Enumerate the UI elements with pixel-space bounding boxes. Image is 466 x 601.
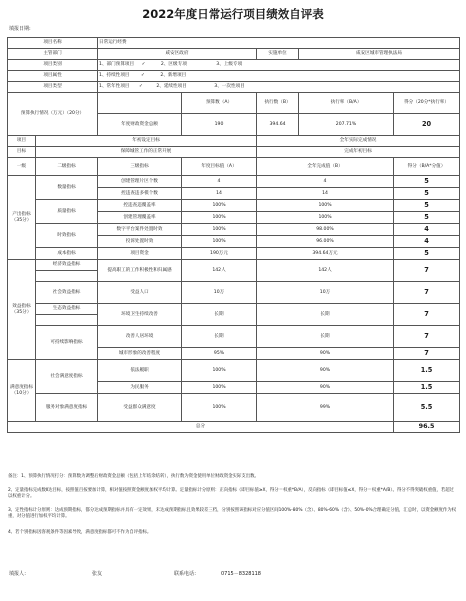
indicator-name: 控违查违覆盖率 [98,200,182,212]
page-title: 2022年度日常运行项目绩效自评表 [142,7,324,21]
indicator-name: 创建管理片区个数 [98,176,182,188]
indicator-actual: 394.64万元 [257,248,394,260]
exec-rate-header: 执行率（B/A） [299,93,394,114]
indicator-name: 创建管理覆盖率 [98,212,182,224]
indicator-target: 长期 [182,326,257,348]
category-option-2: 2、区级专项 [160,62,187,68]
annual-fund-label: 年度财政资金总额 [98,114,182,136]
indicator-name: 数字平台案件处置时效 [98,224,182,236]
indicator-score: 1.5 [394,360,460,382]
timeliness-indicator-label: 时效指标 [36,224,98,248]
indicator-name: 城市形象的改善程度 [98,348,182,360]
sustainability-label: 可持续影响指标 [36,326,98,360]
note-3: 3、定性指标计分原则：达成预期指标，都分达成预期指标并具有一定效果，未达成预期指标且效果较差三档，分别按照该指标对应分值区间100%-80%（含）、80%-60%（含）、50%-0%合理确定分值，汇总时，以资金额度作为权重，对分值进行加权平均计算。 [8,508,457,519]
check-mark-icon: ✓ [140,73,145,79]
project-category-options [98,60,460,71]
check-mark-icon: ✓ [141,62,146,68]
indicator-name: 投诉处置时效 [98,236,182,248]
indicator-score: 5.5 [394,394,460,422]
indicator-name: 为民服务 [98,382,182,394]
indicator-cell-blank [36,271,98,282]
check-mark-icon: ✓ [138,84,143,90]
social-benefit-label: 社会效益指标 [36,282,98,304]
note-4: 4、若个别指标因客观条件等因素导致，满意度指标都可不作为自评指标。 [8,530,152,535]
indicator-actual: 90% [257,382,394,394]
filler-name: 张友 [92,571,103,577]
indicator-score: 7 [394,260,460,282]
indicator-target: 100% [182,360,257,382]
self-evaluation-table [7,37,460,433]
indicator-target: 100% [182,212,257,224]
unit-value: 咸安区城市管理执法局 [299,49,460,60]
indicator-actual: 90% [257,360,394,382]
type-option-1: 1、常年性项目 [99,84,130,90]
note-2: 2、定量指标完成数Ⅱ达目标，按照值百按要加计算，相对值按照资金额度加权平均计算。定量指标计分原则：正向指标（即目标值≥X，得分＝权重*B/A），反向指标（即目标值≤X，得分＝权重*A/B）。得分不得突破权重值，若超过以权重计分。 [8,488,455,499]
indicator-cell-blank [36,315,98,326]
indicator-actual: 长期 [257,304,394,326]
indicator-target: 100% [182,236,257,248]
actual-completion-header: 全年实际完成情况 [257,136,460,147]
indicator-actual: 4 [257,176,394,188]
project-attribute-label: 项目属性 [8,71,98,82]
indicator-actual: 100% [257,212,394,224]
indicator-actual: 100% [257,200,394,212]
quality-indicator-label: 质量指标 [36,200,98,224]
exec-amount-header: 执行数（B） [257,93,299,114]
attribute-option-1: 1、持续性项目 [99,73,130,79]
indicator-name: 项目资金 [98,248,182,260]
indicator-score: 5 [394,248,460,260]
annual-goal-header: 年初设定目标 [36,136,257,147]
actual-completion-text: 完成年初目标 [257,147,460,158]
phone-number: 0715－8328118 [221,571,261,577]
quantity-indicator-label: 数量指标 [36,176,98,200]
filler-label: 填报人： [9,571,30,577]
attribute-option-2: 2、新增项目 [160,73,187,79]
exec-amount: 394.64 [257,114,299,136]
indicator-score: 4 [394,236,460,248]
fill-date-label: 填报日期: [9,26,31,32]
indicator-score: 5 [394,200,460,212]
indicator-target: 10万 [182,282,257,304]
indicator-score: 7 [394,304,460,326]
satisfaction-indicator-label: 满意度指标（10分） [8,360,36,422]
dept-label: 主管部门 [8,49,98,60]
indicator-target: 100% [182,382,257,394]
indicator-actual: 98.00% [257,224,394,236]
indicator-target: 190万元 [182,248,257,260]
exec-rate: 207.71% [299,114,394,136]
type-option-2: 2、延续性项目 [156,84,187,90]
benefit-indicator-label: 效益指标（35分） [8,260,36,360]
target-header: 年度目标值（A） [182,158,257,176]
indicator-actual: 长期 [257,326,394,348]
service-satisfaction-label: 服务对象满意度指标 [36,394,98,422]
goal-project-label: 项目 [8,136,36,147]
indicator-actual: 99% [257,394,394,422]
indicator-score: 7 [394,348,460,360]
indicator-name: 依法履职 [98,360,182,382]
level1-header: 一级 [8,158,36,176]
indicator-name: 受益人口 [98,282,182,304]
total-score-label: 总分 [8,422,394,433]
budget-score-header: 得分（20分*执行率） [394,93,460,114]
indicator-target: 4 [182,176,257,188]
budget-section-label: 预算执行情况（万元）（20分） [8,93,98,136]
category-option-1: 1、部门预算项目 [99,62,135,68]
indicator-target: 100% [182,200,257,212]
score-header: 得分（B/A*分值） [394,158,460,176]
dept-value: 咸安区政府 [98,49,257,60]
indicator-name: 控违查违多模个数 [98,188,182,200]
indicator-score: 5 [394,212,460,224]
level2-header: 二级指标 [36,158,98,176]
project-name-value: 日常运行经费 [98,38,460,49]
social-satisfaction-label: 社会满意度指标 [36,360,98,394]
indicator-score: 4 [394,224,460,236]
output-indicator-label: 产出指标（35分） [8,176,36,260]
indicator-actual: 10万 [257,282,394,304]
indicator-score: 7 [394,326,460,348]
cost-indicator-label: 成本指标 [36,248,98,260]
goal-label: 目标 [8,147,36,158]
economic-benefit-label: 经济效益指标 [36,260,98,271]
budget-amount-header: 预算数（A） [182,93,257,114]
project-name-label: 项目名称 [8,38,98,49]
indicator-name: 改善人居环境 [98,326,182,348]
unit-label: 实施单位 [257,49,299,60]
indicator-score: 7 [394,282,460,304]
note-1: 备注：1、预算执行情况打分：预算数为调整后财政资金总额（包括上年结余结转），执行数为资金使用单位财政资金实际支出数。 [8,474,259,479]
total-score-value: 96.5 [394,422,460,433]
indicator-actual: 14 [257,188,394,200]
project-category-label: 项目类别 [8,60,98,71]
indicator-target: 长期 [182,304,257,326]
project-attribute-options [98,71,460,82]
indicator-target: 95% [182,348,257,360]
indicator-target: 142人 [182,260,257,282]
annual-goal-text: 保障城管工作的正常开展 [36,147,257,158]
eco-benefit-label: 生态效益指标 [36,304,98,315]
type-option-3: 3、一次性项目 [214,84,245,90]
level3-header: 三级指标 [98,158,182,176]
indicator-score: 1.5 [394,382,460,394]
indicator-name: 环境卫生持续改善 [98,304,182,326]
indicator-score: 5 [394,176,460,188]
indicator-name: 受益群众满意度 [98,394,182,422]
indicator-target: 14 [182,188,257,200]
indicator-name: 提高职工的工作积极性和归属感 [98,260,182,282]
project-type-label: 项目类型 [8,82,98,93]
indicator-actual: 90% [257,348,394,360]
project-type-options [98,82,460,93]
category-option-3: 3、上级专项 [216,62,243,68]
indicator-target: 100% [182,394,257,422]
budget-amount: 190 [182,114,257,136]
phone-label: 联系电话： [174,571,200,577]
indicator-score: 5 [394,188,460,200]
actual-header: 全年完成值（B） [257,158,394,176]
budget-score: 20 [394,114,460,136]
indicator-actual: 142人 [257,260,394,282]
budget-header-blank [98,93,182,114]
indicator-target: 100% [182,224,257,236]
indicator-actual: 96.00% [257,236,394,248]
